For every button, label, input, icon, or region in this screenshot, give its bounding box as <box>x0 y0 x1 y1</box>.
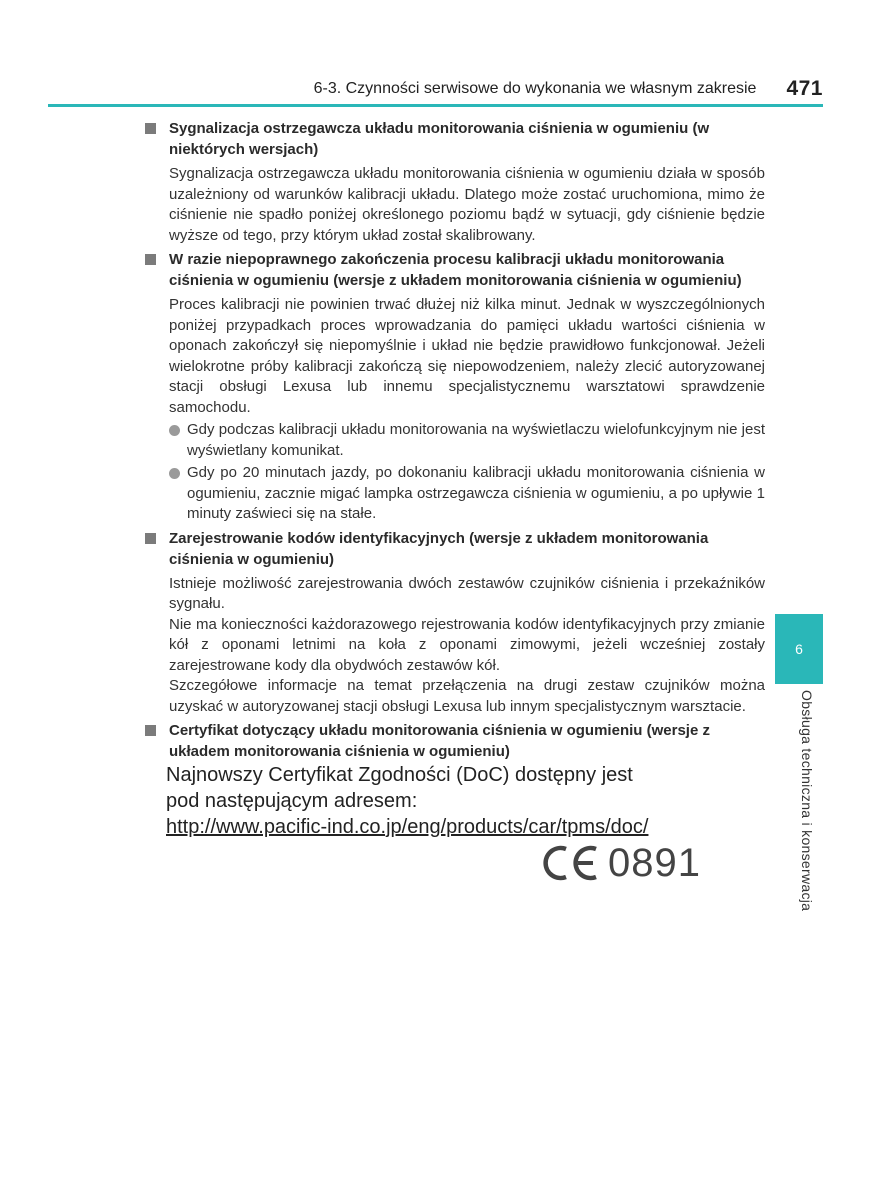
certificate-block <box>166 762 726 840</box>
section-title: W razie niepoprawnego zakończenia procesu kalibracji układu monitorowania ciśnienia w ogumieniu (wersje z układem monitorowania ciśnienia w ogumieniu) <box>169 251 742 289</box>
page-number: 471 <box>786 77 823 100</box>
circle-bullet-icon <box>169 468 180 479</box>
section-title: Sygnalizacja ostrzegawcza układu monitorowania ciśnienia w ogumieniu (w niektórych wersjach) <box>169 120 710 158</box>
section-warning-signal <box>145 118 765 246</box>
ce-mark <box>540 838 701 888</box>
section-paragraph: Szczegółowe informacje na temat przełączenia na drugi zestaw czujników można uzyskać w autoryzowanej stacji obsługi Lexusa lub innym specjalistycznym warsztacie. <box>169 677 765 715</box>
ce-mark-icon <box>540 843 602 883</box>
square-bullet-icon <box>145 123 156 134</box>
list-item-text: Gdy po 20 minutach jazdy, po dokonaniu kalibracji układu monitorowania ciśnienia w ogumieniu, zacznie migać lampka ostrzegawcza ciśnienia w ogumieniu, a po upływie 1 minuty zaświeci się na stałe. <box>187 464 765 522</box>
page-header <box>48 74 823 107</box>
list-item-text: Gdy podczas kalibracji układu monitorowania na wyświetlaczu wielofunkcyjnym nie jest wyświetlany komunikat. <box>187 421 765 459</box>
circle-bullet-icon <box>169 425 180 436</box>
certificate-line: pod następującym adresem: <box>166 790 418 812</box>
square-bullet-icon <box>145 725 156 736</box>
square-bullet-icon <box>145 254 156 265</box>
section-paragraph: Sygnalizacja ostrzegawcza układu monitorowania ciśnienia w ogumieniu działa w sposób uzależniony od warunków kalibracji układu. Dlatego może zostać uruchomiona, mimo że ciśnienie nie spadło poniżej określonego poziomu bądź w sytuacji, gdy ciśnienie będzie wyższe od tego, przy którym układ został skalibrowany. <box>169 165 765 244</box>
section-paragraph: Istnieje możliwość zarejestrowania dwóch zestawów czujników ciśnienia i przekaźników sygnału. <box>169 574 765 612</box>
section-title: Certyfikat dotyczący układu monitorowania ciśnienia w ogumieniu (wersje z układem monitorowania ciśnienia w ogumieniu) <box>169 722 710 760</box>
section-paragraph: Proces kalibracji nie powinien trwać dłużej niż kilka minut. Jednak w wyszczególnionych poniżej przypadkach proces wprowadzania do pamięci układu wartości ciśnienia w oponach zakończył się niepomyślnie i układ nie będzie prawidłowo funkcjonował. Jeżeli wielokrotne próby kalibracji zakończą się niepowodzeniem, należy zlecić autoryzowanej stacji obsługi Lexusa lub innemu specjalistycznemu warsztatowi sprawdzenie samochodu. <box>169 296 765 416</box>
section-paragraph: Nie ma konieczności każdorazowego rejestrowania kodów identyfikacyjnych przy zmianie kół z oponami letnimi na koła z oponami zimowymi, jeżeli wcześniej zostały zarejestrowane kody dla obydwóch zestawów kół. <box>169 615 765 674</box>
chapter-title: Obsługa techniczna i konserwacja <box>799 690 815 912</box>
section-calibration-failure <box>145 249 765 525</box>
main-content <box>145 118 765 765</box>
chapter-number: 6 <box>795 641 803 657</box>
section-title: Zarejestrowanie kodów identyfikacyjnych (wersje z układem monitorowania ciśnienia w ogumieniu) <box>169 529 709 568</box>
list-item <box>169 420 765 461</box>
section-certificate <box>145 720 765 762</box>
ce-number: 0891 <box>608 840 701 885</box>
list-item <box>169 463 765 525</box>
chapter-tab <box>775 614 823 684</box>
certificate-url: http://www.pacific-ind.co.jp/eng/products/car/tpms/doc/ <box>166 816 649 838</box>
certificate-line: Najnowszy Certyfikat Zgodności (DoC) dostępny jest <box>166 764 633 786</box>
header-title: 6-3. Czynności serwisowe do wykonania we własnym zakresie <box>313 80 757 97</box>
square-bullet-icon <box>145 533 156 544</box>
section-id-codes <box>145 528 765 718</box>
